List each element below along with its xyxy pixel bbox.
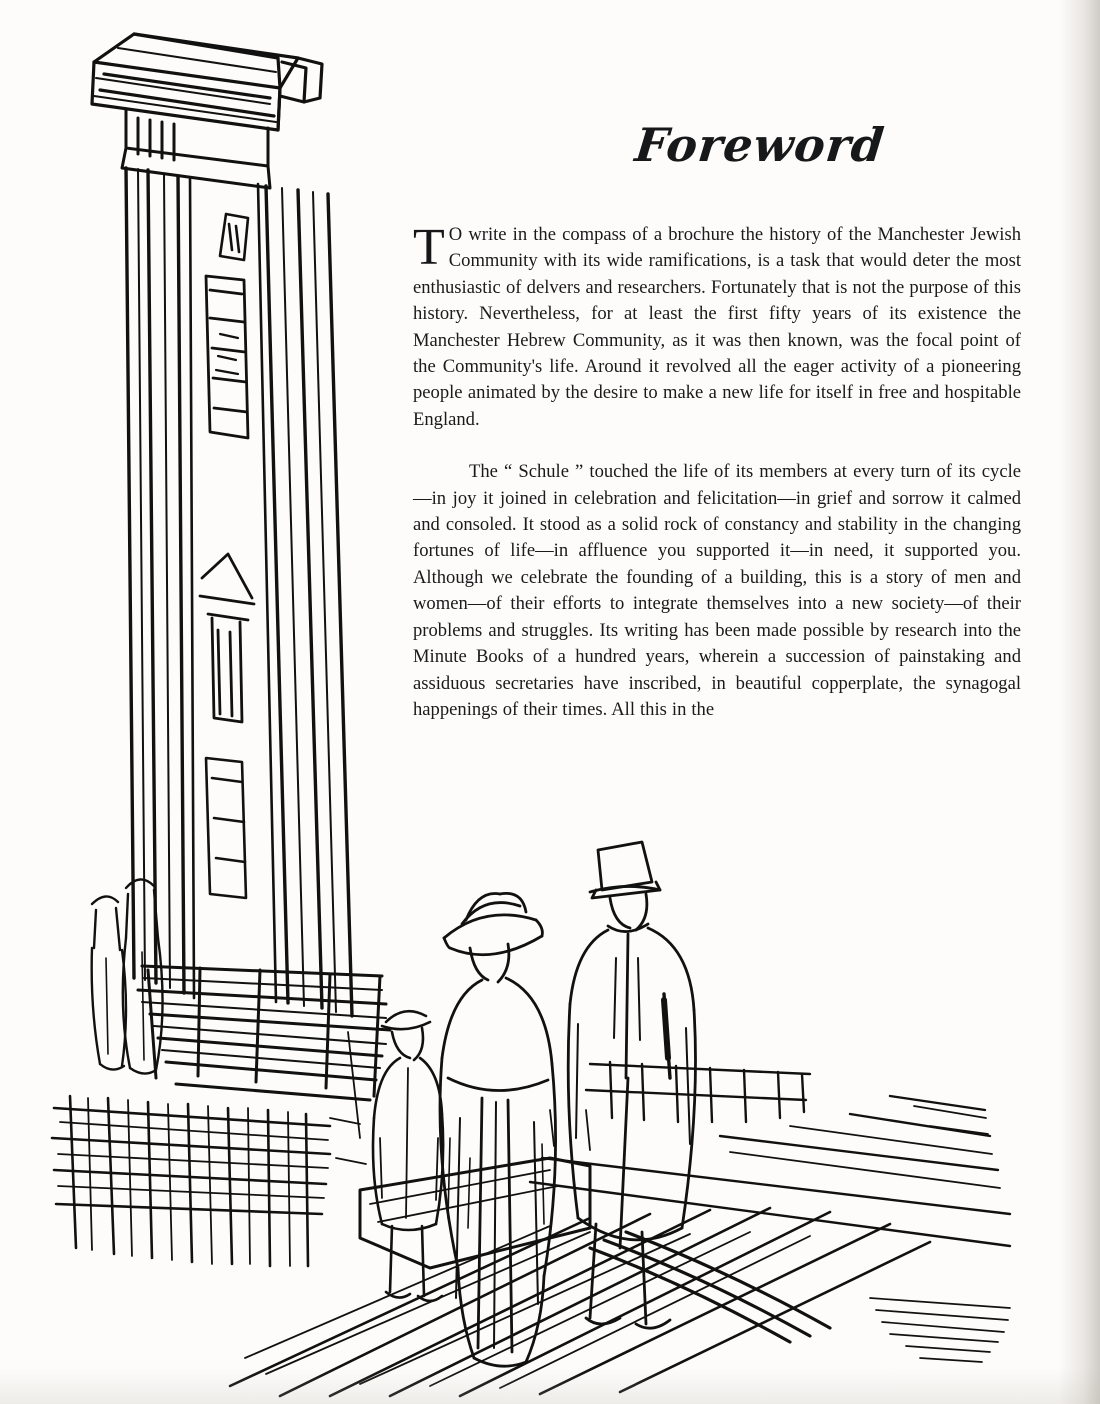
paragraph-1-text: O write in the compass of a brochure the history of the Manchester Jewish Community with its wide ramifications, is a task that would deter the most enthusiastic of delvers and researchers. Fortunately that is not the purpose of this history. Nevertheless, for at least the first fifty years of its existence the Manchester Hebrew Community, as it was then known, was the focal point of the Community's life. Around it revolved all the eager activity of a pioneering people animated by the desire to make a new life for itself in free and hospitable England.: [413, 224, 1021, 430]
drop-cap: T: [413, 219, 445, 276]
page-title: Foreword: [632, 118, 888, 172]
body-text: [413, 219, 1021, 723]
paragraph-1: [413, 219, 1021, 433]
paragraph-2: The “ Schule ” touched the life of its members at every turn of its cycle—in joy it joined in celebration and felicitation—in grief and sorrow it calmed and consoled. It stood as a solid rock of constancy and stability in the changing fortunes of life—in affluence you supported it—in need, it supported you. Although we celebrate the founding of a building, this is a story of men and women—of their efforts to integrate themselves into a new society—of their problems and struggles. Its writing has been made possible by research into the Minute Books of a hundred years, wherein a succession of painstaking and assiduous secretaries have inscribed, in beautiful copperplate, the synagogal happenings of their times. All this in the: [413, 461, 1021, 720]
page-edge-shadow-right: [1058, 0, 1100, 1404]
